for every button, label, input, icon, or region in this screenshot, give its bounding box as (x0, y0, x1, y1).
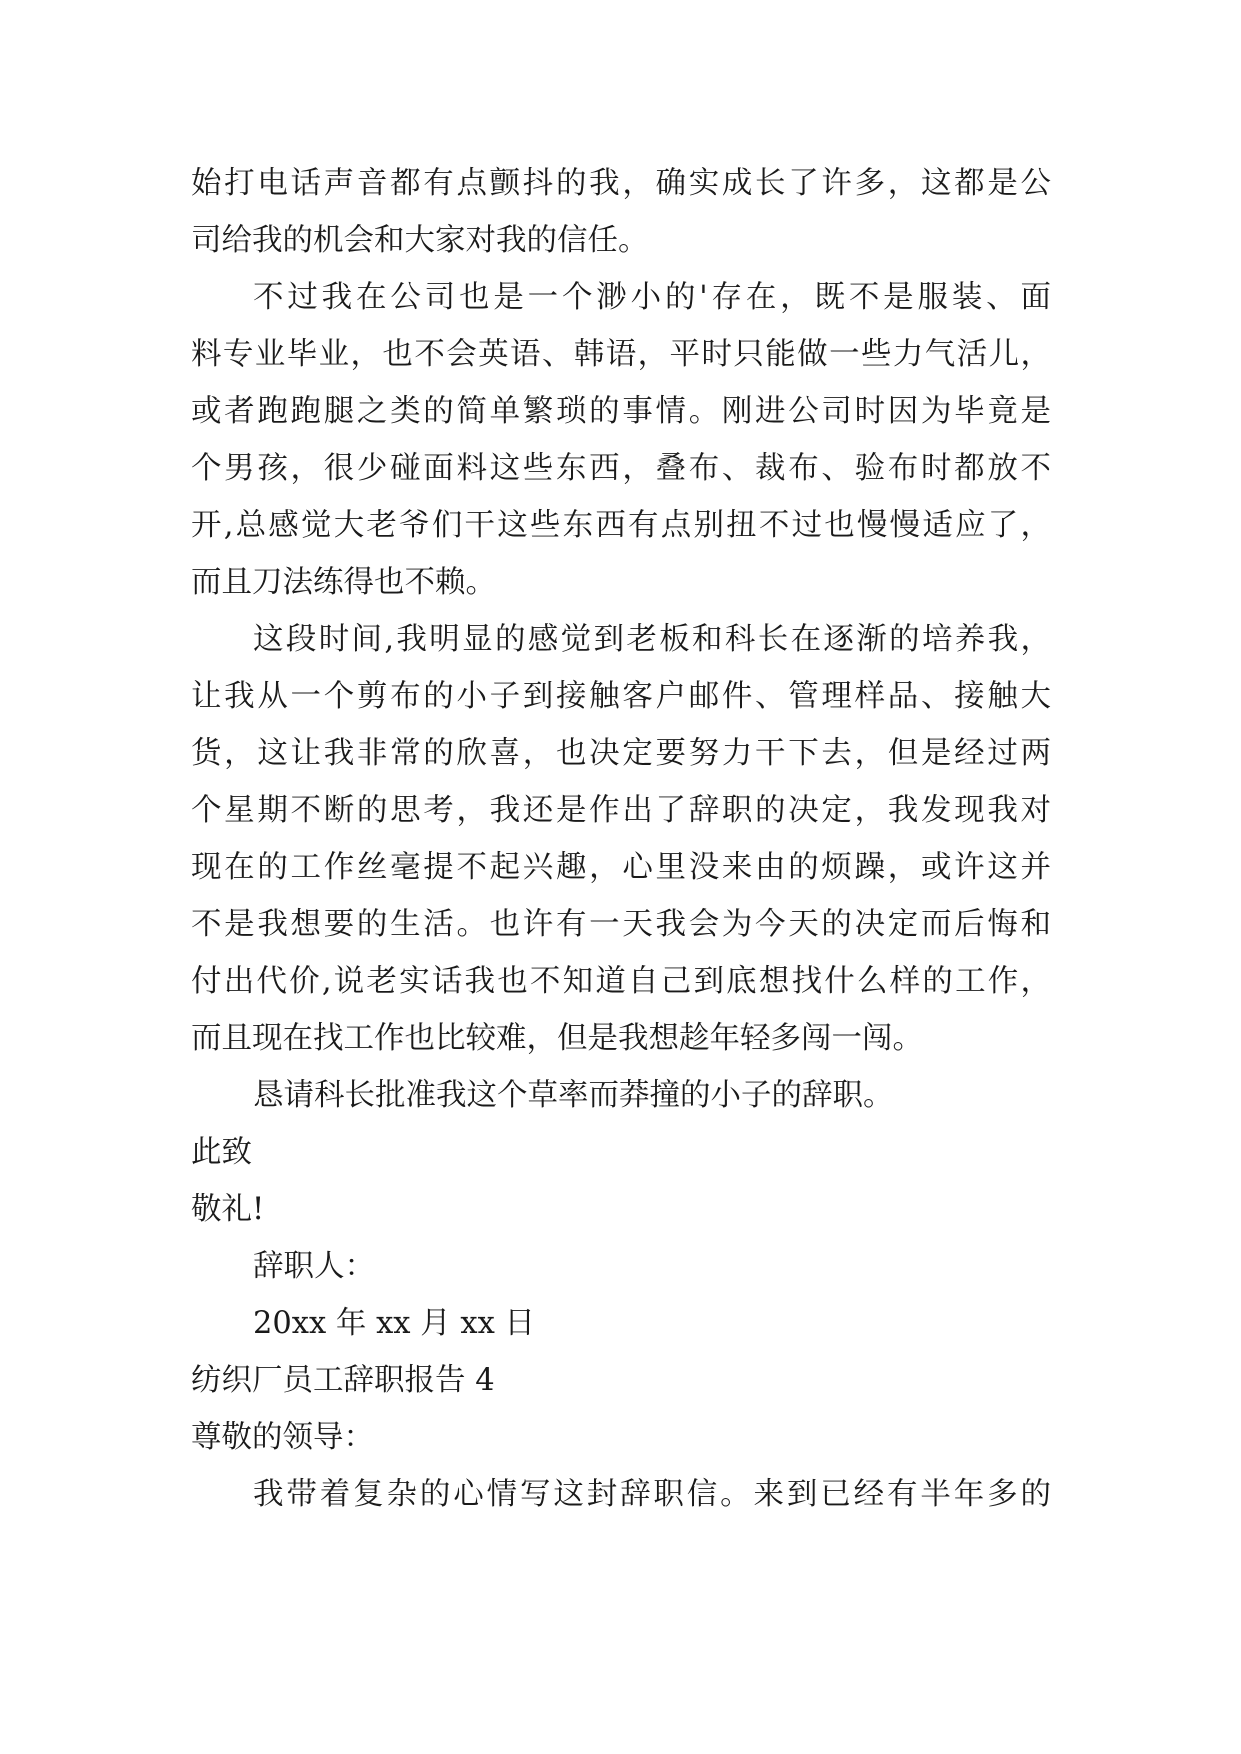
text-line: 我带着复杂的心情写这封辞职信。来到已经有半年多的 (253, 1477, 1051, 1512)
signature-label: 辞职人： (253, 1249, 375, 1284)
text-line: 现在的工作丝毫提不起兴趣，心里没来由的烦躁，或许这并 (191, 850, 1051, 885)
text-line: 不过我在公司也是一个渺小的'存在，既不是服装、面 (253, 280, 1051, 315)
text-line: 付出代价,说老实话我也不知道自己到底想找什么样的工作， (191, 964, 1051, 999)
text-line: 司给我的机会和大家对我的信任。 (191, 223, 649, 258)
text-line: 货，这让我非常的欣喜，也决定要努力干下去，但是经过两 (191, 736, 1051, 771)
text-line: 料专业毕业，也不会英语、韩语，平时只能做一些力气活儿， (191, 337, 1051, 372)
text-line: 或者跑跑腿之类的简单繁琐的事情。刚进公司时因为毕竟是 (191, 394, 1051, 429)
section-title: 纺织厂员工辞职报告 4 (191, 1363, 495, 1398)
text-line: 这段时间,我明显的感觉到老板和科长在逐渐的培养我， (253, 622, 1051, 657)
text-line: 而且现在找工作也比较难，但是我想趁年轻多闯一闯。 (191, 1021, 923, 1056)
text-line: 个星期不断的思考，我还是作出了辞职的决定，我发现我对 (191, 793, 1051, 828)
text-line: 个男孩，很少碰面料这些东西，叠布、裁布、验布时都放不 (191, 451, 1051, 486)
closing-salutation: 此致 (191, 1135, 252, 1170)
text-line: 让我从一个剪布的小子到接触客户邮件、管理样品、接触大 (191, 679, 1051, 714)
text-line: 而且刀法练得也不赖。 (191, 565, 496, 600)
text-line: 开,总感觉大老爷们干这些东西有点别扭不过也慢慢适应了， (191, 508, 1051, 543)
greeting: 尊敬的领导： (191, 1420, 374, 1455)
text-line: 恳请科长批准我这个草率而莽撞的小子的辞职。 (253, 1078, 894, 1113)
text-line: 不是我想要的生活。也许有一天我会为今天的决定而后悔和 (191, 907, 1051, 942)
closing-regards: 敬礼! (191, 1192, 265, 1227)
text-line: 始打电话声音都有点颤抖的我，确实成长了许多，这都是公 (191, 166, 1051, 201)
date-line: 20xx 年 xx 月 xx 日 (253, 1306, 535, 1341)
